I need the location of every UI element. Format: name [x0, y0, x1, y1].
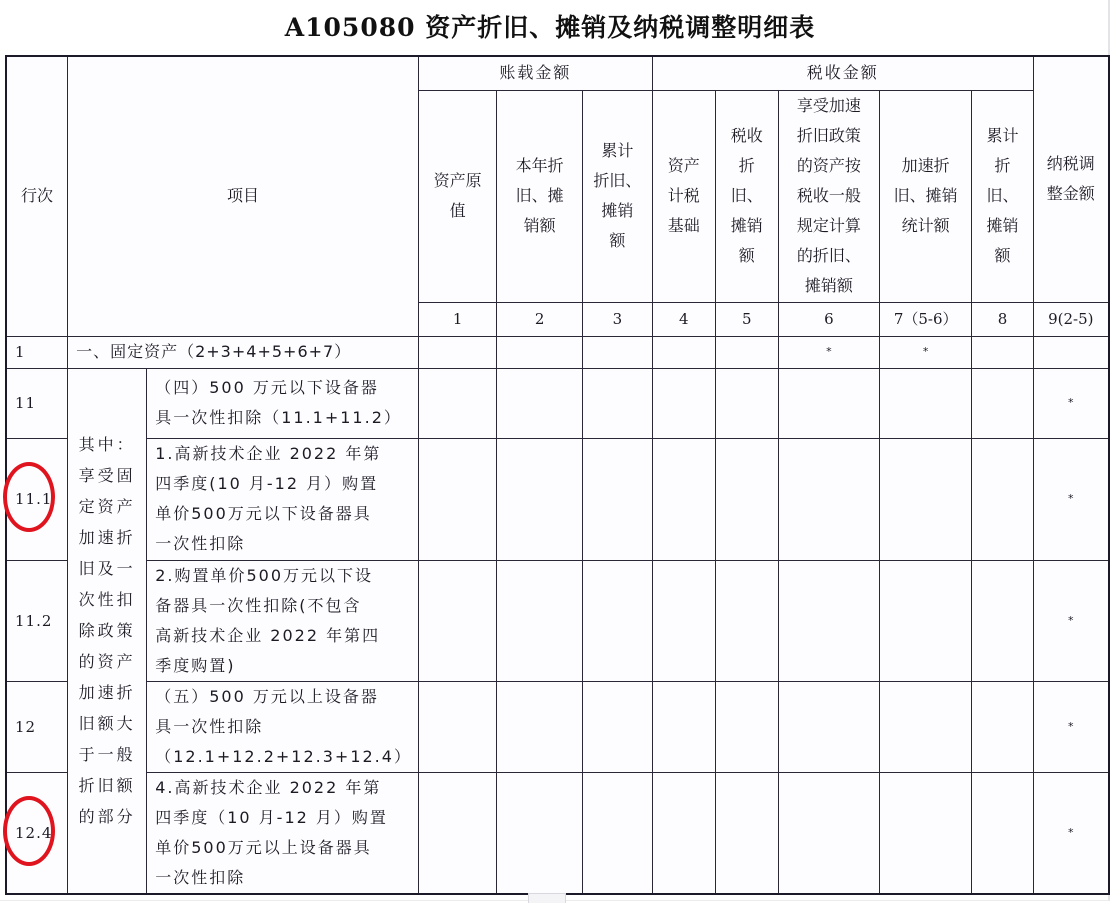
cell[interactable] [715, 772, 778, 894]
label-line: 摊销 [986, 216, 1019, 235]
cell-not-applicable: * [778, 336, 879, 368]
label-line: 统计额 [901, 216, 950, 235]
label-line: 折 [738, 156, 755, 175]
header-c9-label [1047, 149, 1095, 209]
cell[interactable] [582, 336, 652, 368]
cell[interactable] [715, 560, 778, 681]
label-line: 销额 [523, 216, 556, 235]
label-line: 规定计算 [796, 216, 861, 235]
cell-not-applicable: * [879, 336, 971, 368]
label-line: 摊销额 [804, 276, 853, 295]
cell[interactable] [972, 368, 1033, 438]
note-line: 于一般 [78, 745, 136, 764]
cell[interactable] [778, 438, 879, 560]
item-line: 1.高新技术企业 2022 年第 [155, 444, 382, 463]
label-line: 纳税调 [1046, 154, 1095, 174]
row-number [6, 438, 68, 560]
item-line: （12.1+12.2+12.3+12.4） [155, 746, 412, 766]
label-line: 累计 [986, 126, 1019, 145]
label-line: 计税 [667, 186, 700, 205]
header-col-7 [879, 90, 971, 302]
cell[interactable] [497, 681, 583, 772]
cell[interactable] [497, 368, 583, 438]
label-line: 旧、 [730, 186, 763, 205]
header-col-3 [582, 90, 652, 302]
label-line: 享受加速 [796, 96, 861, 115]
cell[interactable] [582, 438, 652, 560]
label-line: 加速折 [901, 156, 950, 175]
label-line: 旧、摊销 [893, 186, 958, 205]
table-row [6, 438, 1109, 560]
cell[interactable] [418, 560, 496, 681]
cell[interactable] [652, 772, 715, 894]
label-line: 摊销 [730, 216, 763, 235]
cell[interactable] [497, 336, 583, 368]
cell[interactable] [778, 368, 879, 438]
note-line: 除政策 [78, 621, 136, 640]
cell[interactable] [418, 681, 496, 772]
label-line: 本年折 [515, 156, 564, 175]
cell[interactable] [879, 438, 971, 560]
red-circle-highlight: 11.1 [15, 484, 52, 514]
table-row [6, 368, 1109, 438]
row-number: 11 [6, 368, 68, 438]
cell[interactable] [652, 560, 715, 681]
label-line: 摊销 [601, 201, 634, 220]
col-num-4: 4 [652, 302, 715, 336]
label-line: 旧、 [986, 186, 1019, 205]
note-line: 加速折 [78, 528, 136, 547]
cell[interactable] [652, 368, 715, 438]
cell[interactable] [497, 438, 583, 560]
cell[interactable] [715, 438, 778, 560]
table-row [6, 560, 1109, 681]
item-line: 4.高新技术企业 2022 年第 [155, 777, 382, 797]
cell[interactable] [582, 681, 652, 772]
col-num-5: 5 [715, 302, 778, 336]
label-line: 基础 [667, 216, 700, 235]
header-col-2 [497, 90, 583, 302]
cell[interactable] [972, 772, 1033, 894]
label-line: 资产原 [433, 171, 482, 190]
col-num-1: 1 [418, 302, 496, 336]
label-line: 额 [738, 246, 755, 265]
row-number: 11.2 [6, 560, 68, 681]
header-col-1 [418, 90, 496, 302]
header-item: 项目 [68, 56, 419, 336]
cell[interactable] [778, 560, 879, 681]
cell[interactable] [418, 336, 496, 368]
item-line: 备器具一次性扣除(不包含 [155, 595, 362, 615]
row-item [147, 438, 419, 560]
col-num-8: 8 [972, 302, 1033, 336]
label-line: 税收 [730, 126, 763, 145]
cell[interactable] [582, 368, 652, 438]
label-line: 折旧、 [593, 171, 642, 190]
row-number: 12 [6, 681, 68, 772]
group-note [68, 368, 147, 894]
header-adjustment [1033, 56, 1109, 302]
cell-not-applicable: * [1033, 438, 1109, 560]
form-title: A105080 资产折旧、摊销及纳税调整明细表 [284, 13, 816, 42]
item-line: 季度购置) [155, 655, 236, 675]
label-line: 额 [609, 231, 626, 250]
col-num-6: 6 [778, 302, 879, 336]
header-col-6 [778, 90, 879, 302]
label-line: 旧、摊 [515, 186, 564, 205]
item-line: 具一次性扣除 [155, 716, 264, 736]
cell[interactable] [715, 368, 778, 438]
col-num-3: 3 [582, 302, 652, 336]
item-line: 一次性扣除 [155, 867, 246, 887]
col-num-2: 2 [497, 302, 583, 336]
item-line: 四季度(10 月-12 月）购置 [155, 474, 379, 493]
label-line: 折旧政策 [796, 126, 861, 145]
row-item [147, 368, 419, 438]
label-line: 税收一般 [796, 186, 861, 205]
cell[interactable] [582, 560, 652, 681]
note-line: 其中： [78, 435, 136, 454]
table-row [6, 681, 1109, 772]
cell[interactable] [652, 336, 715, 368]
cell[interactable] [497, 560, 583, 681]
cell[interactable] [418, 772, 496, 894]
cell[interactable] [582, 772, 652, 894]
col-num-9: 9(2-5) [1033, 302, 1109, 336]
cell[interactable] [879, 681, 971, 772]
cell[interactable] [1033, 336, 1109, 368]
item-line: 2.购置单价500万元以下设 [155, 565, 374, 585]
cell-not-applicable: * [1033, 681, 1109, 772]
note-line: 加速折 [78, 683, 136, 702]
row-number [6, 772, 68, 894]
row-item: 一、固定资产（2+3+4+5+6+7） [68, 336, 419, 368]
red-circle-highlight: 12.4 [15, 818, 52, 848]
cell[interactable] [972, 681, 1033, 772]
item-line: （四）500 万元以下设备器 [155, 378, 379, 397]
label-line: 值 [449, 201, 466, 220]
cell[interactable] [652, 438, 715, 560]
label-line: 资产 [667, 156, 700, 175]
label-line: 累计 [601, 141, 634, 160]
item-line: 高新技术企业 2022 年第四 [155, 625, 381, 645]
header-col-5 [715, 90, 778, 302]
cell-not-applicable: * [1033, 772, 1109, 894]
item-line: 具一次性扣除（11.1+11.2） [155, 408, 402, 427]
note-line: 的资产 [78, 652, 136, 671]
item-line: 单价500万元以下设备器具 [155, 504, 372, 523]
note-line: 折旧额 [78, 776, 136, 795]
cell[interactable] [715, 681, 778, 772]
row-item [147, 560, 419, 681]
header-col-4 [652, 90, 715, 302]
header-book-amount: 账载金额 [418, 56, 652, 90]
col-num-7: 7（5-6） [879, 302, 971, 336]
label-line: 折 [994, 156, 1011, 175]
header-col-8 [972, 90, 1033, 302]
row-item [147, 772, 419, 894]
cell[interactable] [778, 772, 879, 894]
cell[interactable] [778, 681, 879, 772]
label-line: 的折旧、 [796, 246, 861, 265]
note-line: 旧额大 [78, 714, 136, 733]
cell[interactable] [418, 368, 496, 438]
cell[interactable] [972, 438, 1033, 560]
item-line: 四季度（10 月-12 月）购置 [155, 807, 388, 827]
cell[interactable] [972, 336, 1033, 368]
item-line: 一次性扣除 [155, 534, 246, 553]
cell[interactable] [879, 368, 971, 438]
label-line: 额 [994, 246, 1011, 265]
note-line: 次性扣 [78, 590, 136, 609]
cell[interactable] [652, 681, 715, 772]
item-line: 单价500万元以上设备器具 [155, 837, 372, 857]
note-line: 享受固 [78, 466, 136, 485]
header-tax-amount: 税收金额 [652, 56, 1033, 90]
table-row [6, 772, 1109, 894]
cell-not-applicable: * [1033, 368, 1109, 438]
cell[interactable] [715, 336, 778, 368]
cell[interactable] [972, 560, 1033, 681]
table-row [6, 336, 1109, 368]
label-line: 整金额 [1046, 184, 1095, 204]
cell[interactable] [418, 438, 496, 560]
note-line: 旧及一 [78, 559, 136, 578]
label-line: 的资产按 [796, 156, 861, 175]
cell-not-applicable: * [1033, 560, 1109, 681]
item-line: （五）500 万元以上设备器 [155, 686, 379, 706]
cell[interactable] [879, 560, 971, 681]
depreciation-adjustment-table [5, 55, 1110, 895]
row-number: 1 [6, 336, 68, 368]
row-item [147, 681, 419, 772]
note-line: 定资产 [78, 497, 136, 516]
note-line: 的部分 [78, 807, 136, 826]
cell[interactable] [497, 772, 583, 894]
cell[interactable] [879, 772, 971, 894]
header-row-no: 行次 [6, 56, 68, 336]
